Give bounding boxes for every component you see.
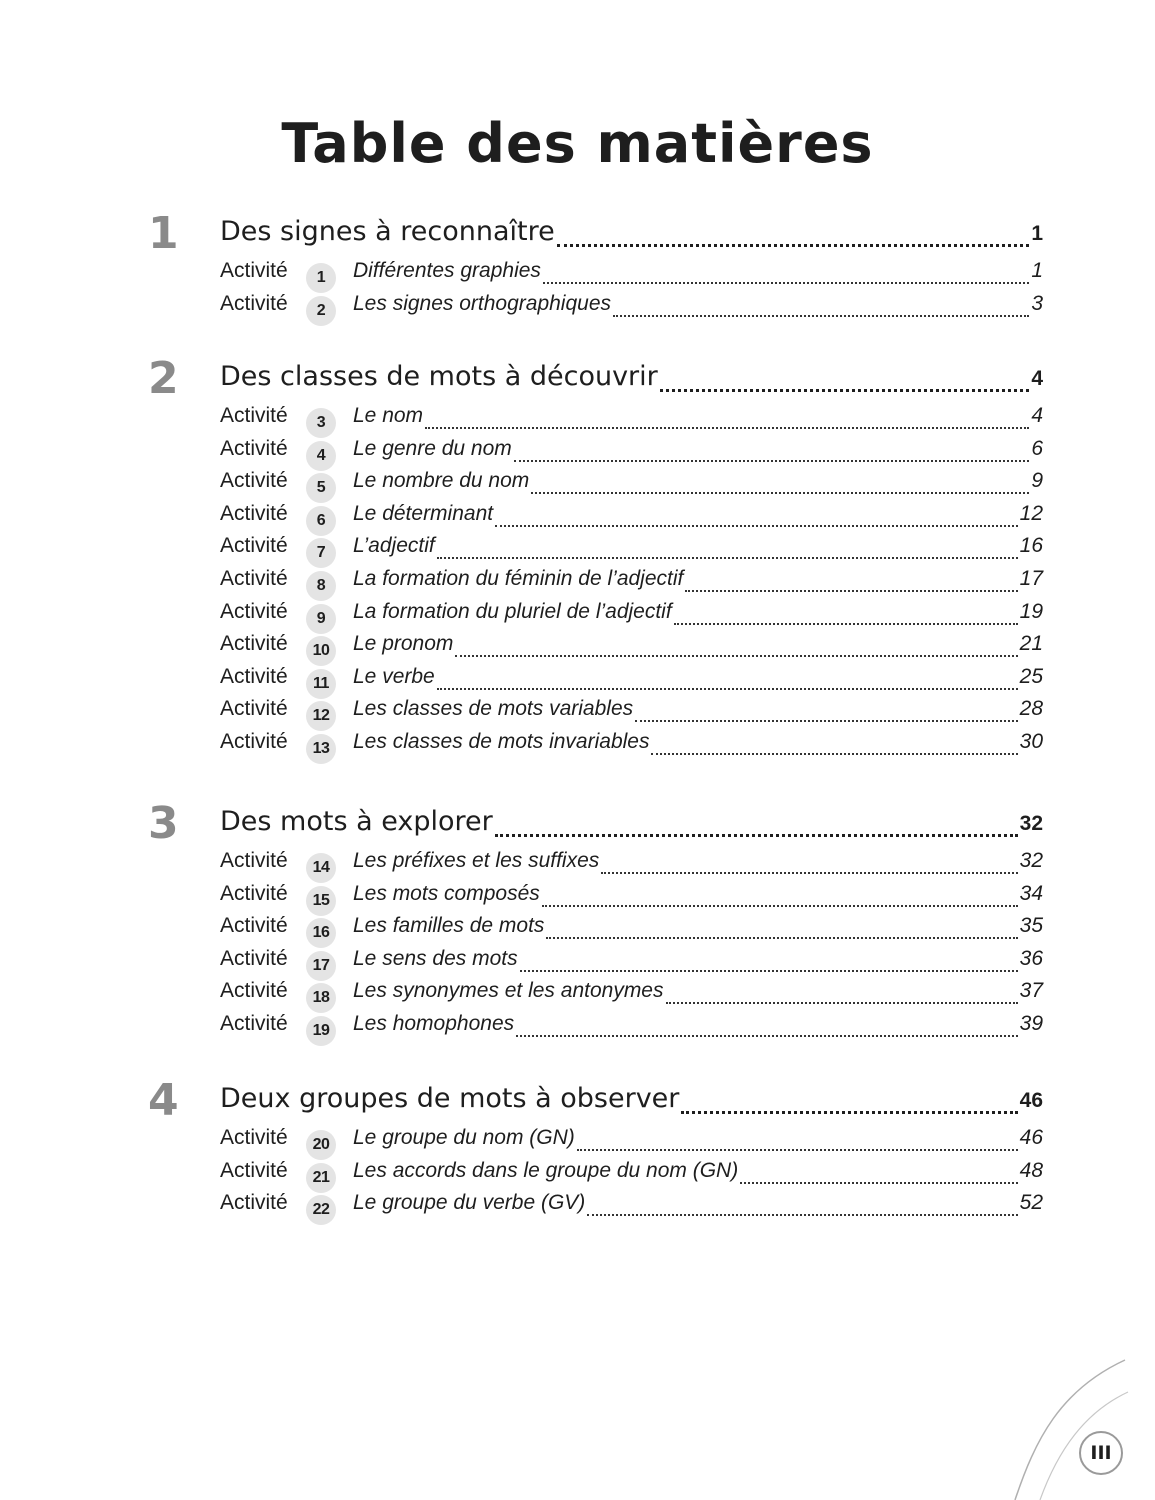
section-page-number: 32 — [1019, 812, 1043, 835]
activity-number-badge: 14 — [306, 853, 336, 883]
activity-page-number: 25 — [1019, 664, 1043, 688]
activity-page-number: 4 — [1031, 404, 1043, 427]
activity-title: Les accords dans le groupe du nom (GN) — [353, 1158, 739, 1182]
activity-word: Activité — [220, 849, 288, 872]
section-number: 2 — [148, 353, 179, 404]
section-page-number: 4 — [1031, 367, 1043, 390]
activity-title: Le déterminant — [353, 501, 494, 525]
section-title: Deux groupes de mots à observer — [220, 1083, 680, 1114]
activity-number-badge: 21 — [306, 1163, 336, 1193]
activity-page-number: 6 — [1031, 436, 1043, 460]
activity-title: Le sens des mots — [353, 946, 518, 970]
activity-title: Le nombre du nom — [353, 469, 530, 493]
activity-number-badge: 15 — [306, 886, 336, 916]
activity-page-number: 32 — [1019, 849, 1043, 872]
activity-page-number: 48 — [1019, 1158, 1043, 1182]
activity-number-badge: 4 — [306, 441, 336, 471]
activity-word: Activité — [220, 567, 288, 590]
activity-page-number: 3 — [1031, 291, 1043, 315]
activity-word: Activité — [220, 534, 288, 558]
activity-title: Les signes orthographiques — [353, 291, 612, 315]
activity-number-badge: 2 — [306, 296, 336, 326]
activity-page-number: 35 — [1019, 914, 1043, 938]
activity-title: Les mots composés — [353, 881, 540, 905]
activity-page-number: 36 — [1019, 946, 1043, 970]
activity-number-badge: 8 — [306, 571, 336, 601]
activity-page-number: 1 — [1031, 259, 1043, 282]
activity-page-number: 17 — [1019, 567, 1043, 590]
activity-word: Activité — [220, 881, 288, 905]
page-folio: III — [1079, 1431, 1123, 1475]
activity-title: Le pronom — [353, 632, 454, 656]
activity-word: Activité — [220, 632, 288, 656]
activity-page-number: 12 — [1019, 501, 1043, 525]
activity-title: L’adjectif — [353, 534, 435, 558]
activity-page-number: 46 — [1019, 1126, 1043, 1149]
activity-page-number: 37 — [1019, 979, 1043, 1003]
activity-number-badge: 20 — [306, 1130, 336, 1160]
activity-number-badge: 7 — [306, 538, 336, 568]
activity-title: Le verbe — [353, 664, 435, 688]
section-number: 3 — [148, 798, 179, 849]
section-page-number: 1 — [1031, 222, 1043, 245]
section-title: Des mots à explorer — [220, 806, 493, 837]
activity-title: Les classes de mots invariables — [353, 730, 650, 753]
activity-word: Activité — [220, 1012, 288, 1035]
activity-page-number: 21 — [1019, 632, 1043, 656]
activity-word: Activité — [220, 979, 288, 1003]
activity-title: Le genre du nom — [353, 436, 512, 460]
activity-page-number: 9 — [1031, 469, 1043, 493]
activity-page-number: 19 — [1019, 599, 1043, 623]
section-number: 1 — [148, 208, 179, 259]
activity-word: Activité — [220, 1126, 288, 1149]
activity-number-badge: 12 — [306, 701, 336, 731]
activity-title: Les familles de mots — [353, 914, 545, 938]
activity-number-badge: 1 — [306, 263, 336, 293]
page-title: Table des matières — [281, 112, 874, 175]
section-title: Des classes de mots à découvrir — [220, 361, 658, 392]
activity-word: Activité — [220, 404, 288, 427]
activity-word: Activité — [220, 291, 288, 315]
section-page-number: 46 — [1019, 1089, 1043, 1112]
activity-title: Le groupe du verbe (GV) — [353, 1191, 586, 1215]
activity-number-badge: 13 — [306, 734, 336, 764]
activity-word: Activité — [220, 697, 288, 721]
activity-page-number: 52 — [1019, 1191, 1043, 1215]
activity-page-number: 34 — [1019, 881, 1043, 905]
activity-title: Les homophones — [353, 1012, 515, 1035]
activity-title: Différentes graphies — [353, 259, 541, 282]
activity-word: Activité — [220, 436, 288, 460]
activity-title: Les préfixes et les suffixes — [353, 849, 600, 872]
activity-number-badge: 5 — [306, 473, 336, 503]
section-title: Des signes à reconnaître — [220, 216, 555, 247]
activity-word: Activité — [220, 501, 288, 525]
activity-number-badge: 19 — [306, 1016, 336, 1046]
activity-number-badge: 16 — [306, 918, 336, 948]
activity-title: Les classes de mots variables — [353, 697, 634, 721]
activity-word: Activité — [220, 1158, 288, 1182]
activity-word: Activité — [220, 1191, 288, 1215]
activity-title: Le groupe du nom (GN) — [353, 1126, 575, 1149]
activity-word: Activité — [220, 599, 288, 623]
activity-title: La formation du pluriel de l’adjectif — [353, 599, 672, 623]
activity-number-badge: 22 — [306, 1195, 336, 1225]
activity-word: Activité — [220, 914, 288, 938]
activity-page-number: 28 — [1019, 697, 1043, 721]
activity-number-badge: 17 — [306, 951, 336, 981]
activity-title: La formation du féminin de l’adjectif — [353, 567, 684, 590]
activity-page-number: 39 — [1019, 1012, 1043, 1035]
section-number: 4 — [148, 1075, 179, 1126]
activity-title: Le nom — [353, 404, 424, 427]
activity-number-badge: 3 — [306, 408, 336, 438]
activity-word: Activité — [220, 730, 288, 753]
activity-page-number: 30 — [1019, 730, 1043, 753]
activity-word: Activité — [220, 946, 288, 970]
activity-word: Activité — [220, 259, 288, 282]
activity-number-badge: 6 — [306, 506, 336, 536]
activity-word: Activité — [220, 469, 288, 493]
activity-number-badge: 18 — [306, 983, 336, 1013]
activity-number-badge: 9 — [306, 604, 336, 634]
activity-page-number: 16 — [1019, 534, 1043, 558]
activity-number-badge: 11 — [306, 669, 336, 699]
activity-title: Les synonymes et les antonymes — [353, 979, 664, 1003]
activity-number-badge: 10 — [306, 636, 336, 666]
activity-word: Activité — [220, 664, 288, 688]
